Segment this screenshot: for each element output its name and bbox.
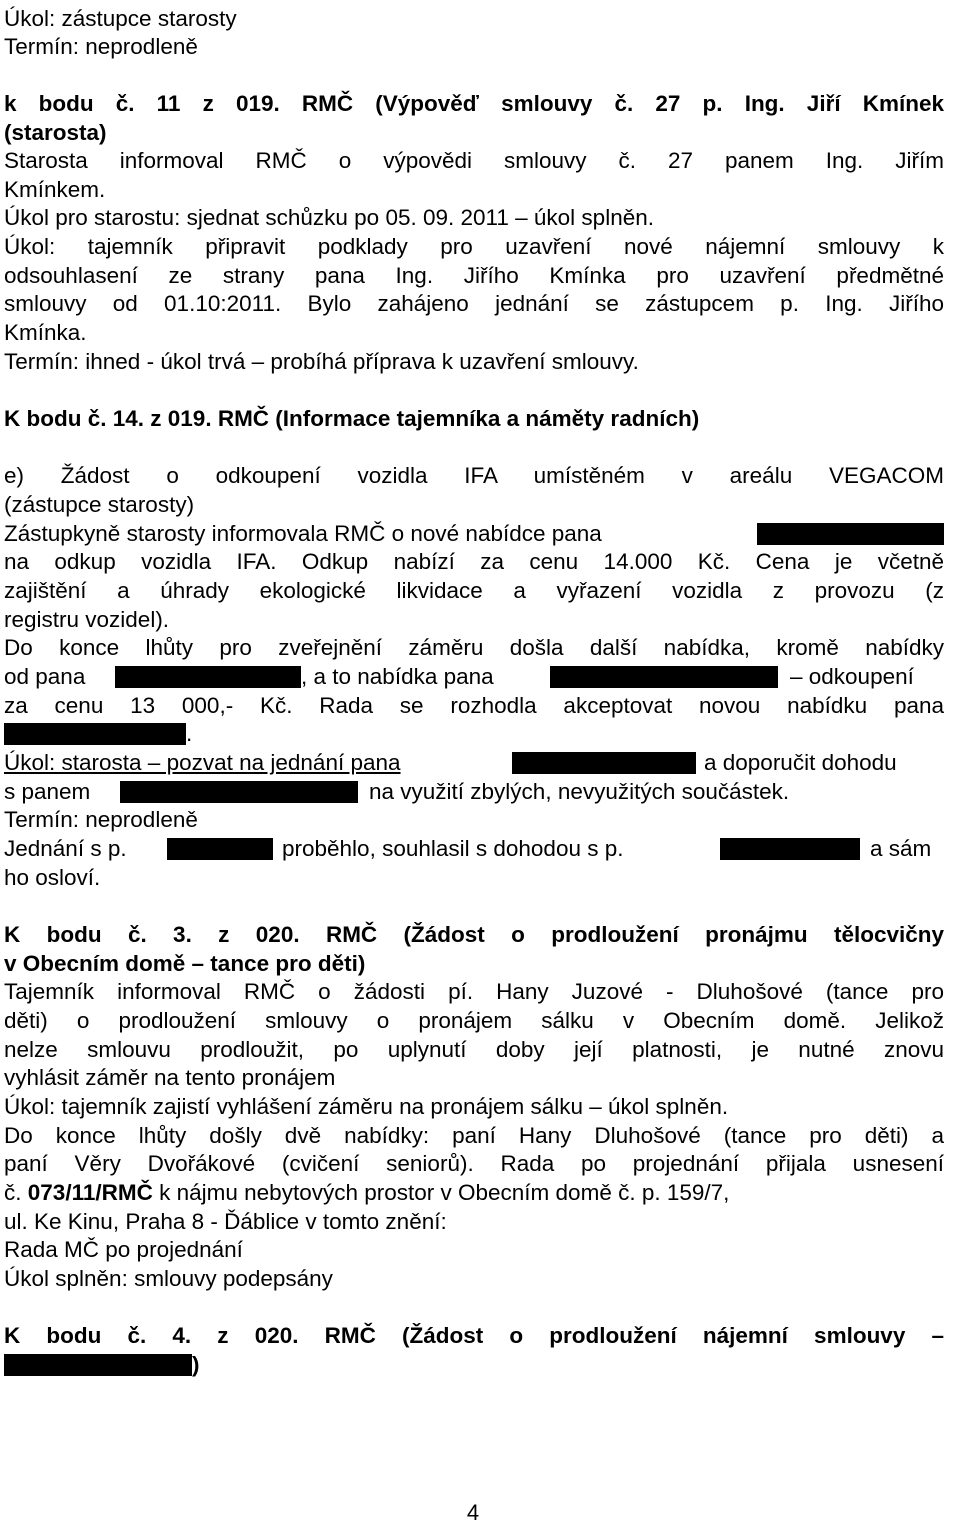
redaction-box <box>115 666 301 688</box>
text-fragment: proběhlo, souhlasil s dohodou s p. <box>282 836 624 861</box>
paragraph-line <box>4 777 790 806</box>
paragraph-line: odsouhlasení ze strany pana Ing. Jiřího Kmínka pro uzavření předmětné <box>4 263 944 288</box>
paragraph-line: Do konce lhůty pro zveřejnění záměru došla další nabídka, kromě nabídky <box>4 635 944 660</box>
paragraph-line: za cenu 13 000,- Kč. Rada se rozhodla akceptovat novou nabídku pana <box>4 693 944 718</box>
paragraph-line: na odkup vozidla IFA. Odkup nabízí za cenu 14.000 Kč. Cena je včetně <box>4 549 944 574</box>
paragraph-line: Do konce lhůty došly dvě nabídky: paní Hany Dluhošové (tance pro děti) a <box>4 1123 944 1148</box>
paragraph-line <box>4 834 932 863</box>
paragraph-line: Úkol: tajemník zajistí vyhlášení záměru na pronájem sálku – úkol splněn. <box>4 1094 729 1119</box>
task-line: Úkol: zástupce starosty <box>4 6 237 31</box>
text-fragment: a sám <box>870 836 932 861</box>
paragraph-line: Úkol pro starostu: sjednat schůzku po 05. 09. 2011 – úkol splněn. <box>4 205 654 230</box>
paragraph-line: ho osloví. <box>4 865 101 890</box>
paragraph-line: paní Věry Dvořákové (cvičení seniorů). Rada po projednání přijala usnesení <box>4 1151 944 1176</box>
text-fragment: od pana <box>4 664 86 689</box>
paragraph-line: registru vozidel). <box>4 607 170 632</box>
paragraph-line: Termín: neprodleně <box>4 807 198 832</box>
text-fragment: , a to nabídka pana <box>301 664 494 689</box>
section-heading: k bodu č. 11 z 019. RMČ (Výpověď smlouvy č. 27 p. Ing. Jiří Kmínek <box>4 91 944 116</box>
section-heading: K bodu č. 4. z 020. RMČ (Žádost o prodloužení nájemní smlouvy – <box>4 1323 944 1348</box>
text-fragment: Úkol: starosta – pozvat na jednání pana <box>4 750 401 775</box>
redaction-box <box>167 838 273 860</box>
text-fragment: ) <box>192 1352 200 1377</box>
section-heading-cont: v Obecním domě – tance pro děti) <box>4 951 366 976</box>
redaction-box <box>120 781 358 803</box>
redaction-box <box>4 1354 192 1376</box>
paragraph-line: Úkol: tajemník připravit podklady pro uzavření nové nájemní smlouvy k <box>4 234 944 259</box>
paragraph-line: Termín: ihned - úkol trvá – probíhá příprava k uzavření smlouvy. <box>4 349 639 374</box>
paragraph-line: smlouvy od 01.10:2011. Bylo zahájeno jednání se zástupcem p. Ing. Jiřího <box>4 291 944 316</box>
resolution-number: 073/11/RMČ <box>27 1180 153 1205</box>
paragraph-line: e) Žádost o odkoupení vozidla IFA umístěném v areálu VEGACOM <box>4 463 944 488</box>
text-fragment: s panem <box>4 779 91 804</box>
text-fragment: . <box>186 721 193 746</box>
redaction-box <box>720 838 860 860</box>
paragraph-line <box>4 662 914 691</box>
paragraph-line <box>4 748 897 777</box>
deadline-line: Termín: neprodleně <box>4 34 198 59</box>
text-fragment: č. <box>4 1180 22 1205</box>
paragraph-line: vyhlásit záměr na tento pronájem <box>4 1065 336 1090</box>
text-fragment: a doporučit dohodu <box>704 750 897 775</box>
text-fragment: Zástupkyně starosty informovala RMČ o nové nabídce pana <box>4 521 602 546</box>
paragraph-line <box>4 1178 729 1207</box>
paragraph-line: Kmínka. <box>4 320 87 345</box>
paragraph-line: Úkol splněn: smlouvy podepsány <box>4 1266 333 1291</box>
text-fragment: – odkoupení <box>790 664 914 689</box>
paragraph-line <box>4 519 602 548</box>
paragraph-line: děti) o prodloužení smlouvy o pronájem sálku v Obecním domě. Jelikož <box>4 1008 944 1033</box>
text-fragment: Jednání s p. <box>4 836 127 861</box>
paragraph-line: zajištění a úhrady ekologické likvidace a vyřazení vozidla z provozu (z <box>4 578 944 603</box>
section-heading: K bodu č. 14. z 019. RMČ (Informace tajemníka a náměty radních) <box>4 406 700 431</box>
redaction-box <box>512 752 696 774</box>
redaction-box <box>4 723 186 745</box>
paragraph-line: Kmínkem. <box>4 177 106 202</box>
section-heading: K bodu č. 3. z 020. RMČ (Žádost o prodloužení pronájmu tělocvičny <box>4 922 944 947</box>
paragraph-line: Starosta informoval RMČ o výpovědi smlouvy č. 27 panem Ing. Jiřím <box>4 148 944 173</box>
page-number: 4 <box>466 1500 480 1525</box>
paragraph-line: Rada MČ po projednání <box>4 1237 243 1262</box>
paragraph-line: nelze smlouvu prodloužit, po uplynutí doby její platnosti, je nutné znovu <box>4 1037 944 1062</box>
paragraph-line: Tajemník informoval RMČ o žádosti pí. Hany Juzové - Dluhošové (tance pro <box>4 979 944 1004</box>
text-fragment: k nájmu nebytových prostor v Obecním domě č. p. 159/7, <box>159 1180 730 1205</box>
redaction-box <box>757 523 944 545</box>
section-heading-cont: (starosta) <box>4 120 107 145</box>
text-fragment: na využití zbylých, nevyužitých součástek. <box>369 779 790 804</box>
redaction-box <box>550 666 778 688</box>
paragraph-line: ul. Ke Kinu, Praha 8 - Ďáblice v tomto znění: <box>4 1209 447 1234</box>
paragraph-line: (zástupce starosty) <box>4 492 195 517</box>
